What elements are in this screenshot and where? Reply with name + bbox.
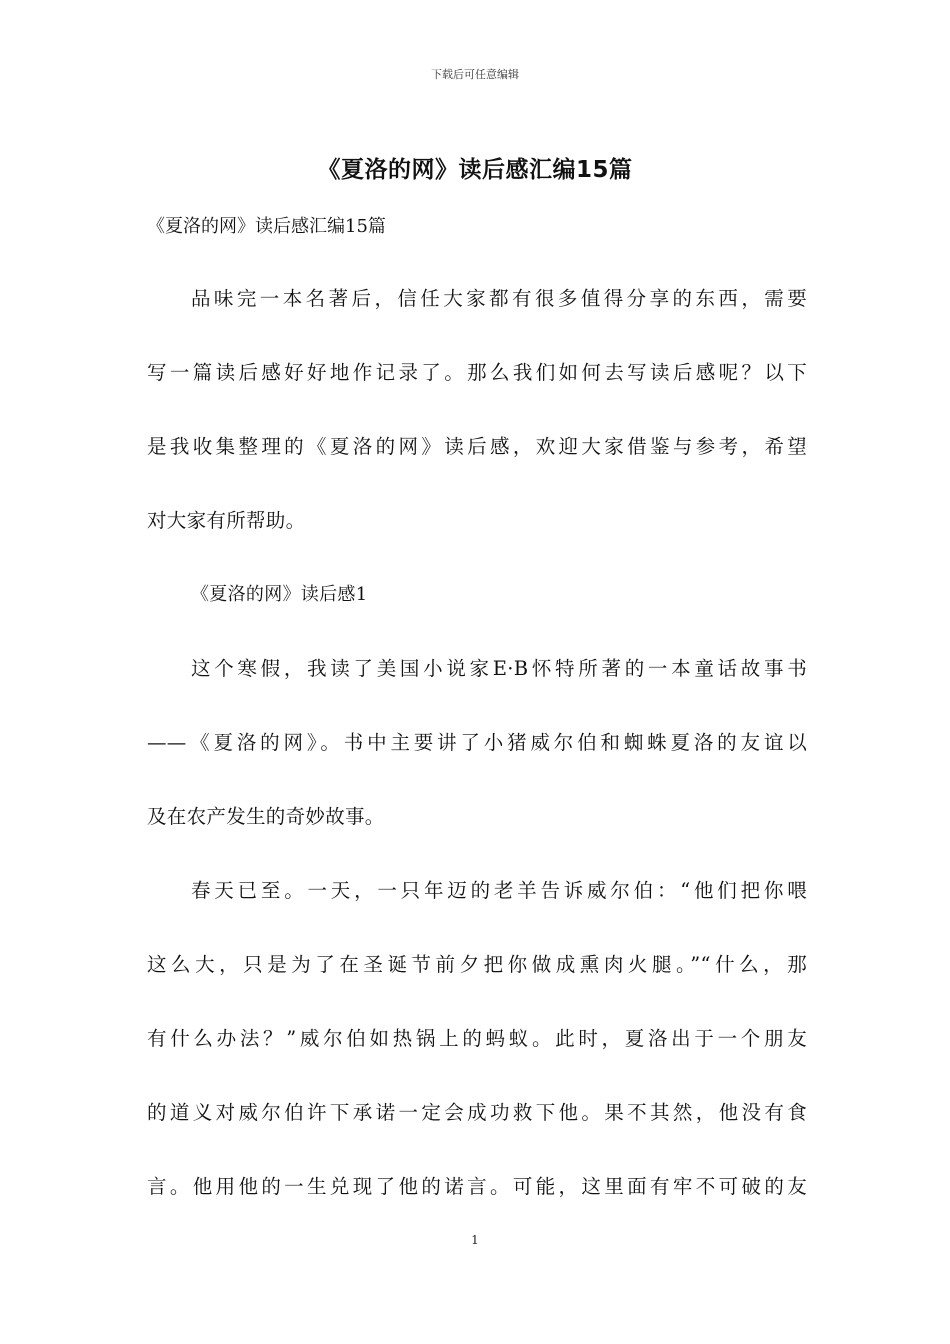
text-line: 对大家有所帮助。 xyxy=(147,509,306,532)
text-line: ——《夏洛的网》。书中主要讲了小猪威尔伯和蜘蛛夏洛的友谊以 xyxy=(147,731,807,754)
document-title: 《夏洛的网》读后感汇编15篇 xyxy=(317,157,633,183)
header-note: 下载后可任意编辑 xyxy=(431,68,519,81)
text-line: 及在农产发生的奇妙故事。 xyxy=(147,805,385,828)
text-line: 有什么办法？”威尔伯如热锅上的蚂蚁。此时，夏洛出于一个朋友 xyxy=(147,1027,807,1050)
text-line: 是我收集整理的《夏洛的网》读后感，欢迎大家借鉴与参考，希望 xyxy=(147,435,807,458)
text-line: 言。他用他的一生兑现了他的诺言。可能，这里面有牢不可破的友 xyxy=(147,1175,807,1198)
document-subtitle: 《夏洛的网》读后感汇编15篇 xyxy=(147,216,386,237)
paragraph-spring xyxy=(147,876,807,1246)
text-line: 品味完一本名著后，信任大家都有很多值得分享的东西，需要 xyxy=(191,287,807,310)
text-line: 写一篇读后感好好地作记录了。那么我们如何去写读后感呢？以下 xyxy=(147,361,807,384)
page-number: 1 xyxy=(471,1233,479,1247)
text-line: 这么大，只是为了在圣诞节前夕把你做成熏肉火腿。”“什么，那 xyxy=(147,953,807,976)
section-heading xyxy=(147,580,807,654)
text-line: 这个寒假，我读了美国小说家E·B怀特所著的一本童话故事书 xyxy=(191,657,807,680)
section-heading-text: 《夏洛的网》读后感1 xyxy=(191,584,368,605)
text-line: 春天已至。一天，一只年迈的老羊告诉威尔伯：“他们把你喂 xyxy=(191,879,807,902)
paragraph-intro xyxy=(147,284,807,580)
paragraph-intro-story xyxy=(147,654,807,876)
text-line: 的道义对威尔伯许下承诺一定会成功救下他。果不其然，他没有食 xyxy=(147,1101,807,1124)
